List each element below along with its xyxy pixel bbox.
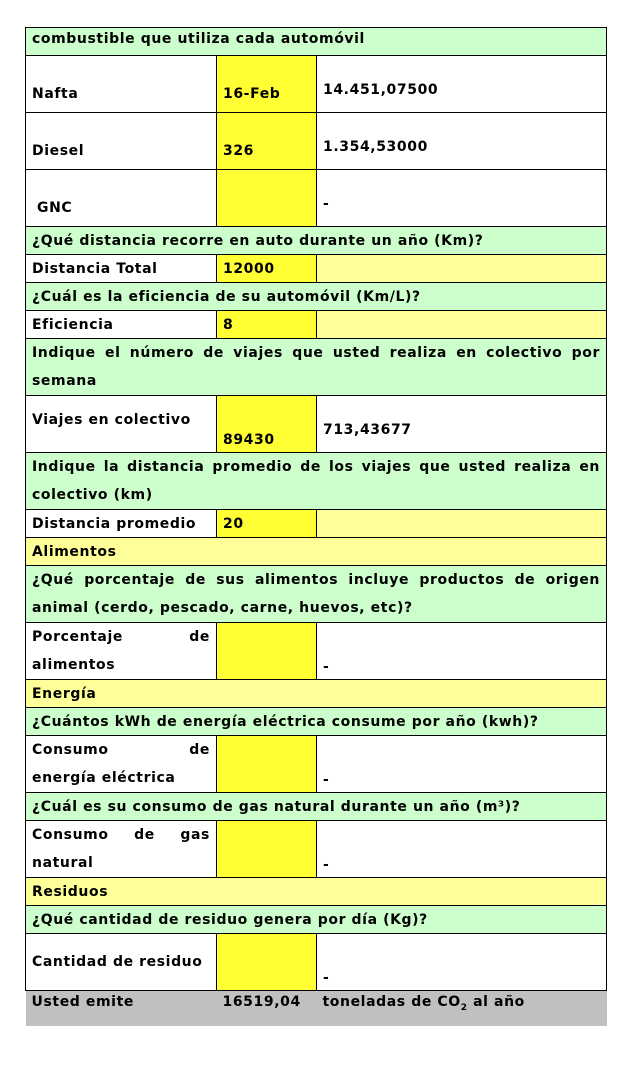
bus-trips-question-line2: semana — [32, 373, 97, 389]
energy-label-line2: energía eléctrica — [32, 770, 176, 786]
bus-trips-result: 713,43677 — [317, 396, 607, 453]
bus-distance-question — [26, 453, 607, 510]
vehicles-header-row — [26, 28, 607, 56]
diesel-label: Diesel — [26, 113, 217, 170]
gas-result: - — [317, 821, 607, 878]
waste-section-title: Residuos — [26, 878, 607, 906]
vehicle-row-diesel — [26, 113, 607, 170]
energy-row — [26, 736, 607, 793]
distance-question: ¿Qué distancia recorre en auto durante un año (Km)? — [26, 227, 607, 255]
energy-question: ¿Cuántos kWh de energía eléctrica consume por año (kwh)? — [26, 708, 607, 736]
diesel-result: 1.354,53000 — [317, 113, 607, 170]
gnc-input[interactable] — [217, 170, 317, 227]
total-unit-suffix: al año — [467, 994, 525, 1010]
bus-distance-question-row — [26, 453, 607, 510]
bus-distance-question-line1: Indique la distancia promedio de los viajes que usted realiza en — [32, 459, 600, 475]
nafta-input[interactable]: 16-Feb — [217, 56, 317, 113]
efficiency-input[interactable]: 8 — [217, 311, 317, 339]
energy-label — [26, 736, 217, 793]
bus-trips-question — [26, 339, 607, 396]
total-unit-sub: 2 — [460, 1002, 468, 1013]
food-section-title: Alimentos — [26, 538, 607, 566]
energy-section-row — [26, 680, 607, 708]
distance-input[interactable]: 12000 — [217, 255, 317, 283]
efficiency-question-row — [26, 283, 607, 311]
carbon-footprint-sheet — [25, 27, 607, 1026]
bus-distance-row — [26, 510, 607, 538]
waste-input[interactable] — [217, 934, 317, 991]
food-row — [26, 623, 607, 680]
gas-question-row — [26, 793, 607, 821]
bus-trips-label: Viajes en colectivo — [26, 396, 217, 453]
total-value: 16519,04 — [217, 991, 317, 1026]
waste-question: ¿Qué cantidad de residuo genera por día (Kg)? — [26, 906, 607, 934]
food-label-line2: alimentos — [32, 657, 116, 673]
gas-label-line1: Consumo de gas — [32, 827, 210, 843]
gas-label — [26, 821, 217, 878]
total-label: Usted emite — [26, 991, 217, 1026]
food-question-row — [26, 566, 607, 623]
bus-trips-input[interactable]: 89430 — [217, 396, 317, 453]
energy-input[interactable] — [217, 736, 317, 793]
energy-label-line1: Consumo de — [32, 742, 210, 758]
food-question-line2: animal (cerdo, pescado, carne, huevos, etc)? — [32, 600, 413, 616]
energy-question-row — [26, 708, 607, 736]
bus-trips-question-row — [26, 339, 607, 396]
distance-question-row — [26, 227, 607, 255]
diesel-input[interactable]: 326 — [217, 113, 317, 170]
energy-result: - — [317, 736, 607, 793]
gas-question: ¿Cuál es su consumo de gas natural durante un año (m³)? — [26, 793, 607, 821]
bus-distance-result — [317, 510, 607, 538]
gas-label-line2: natural — [32, 855, 94, 871]
efficiency-row — [26, 311, 607, 339]
waste-result: - — [317, 934, 607, 991]
food-question-line1: ¿Qué porcentaje de sus alimentos incluye productos de origen — [32, 572, 600, 588]
vehicles-header: combustible que utiliza cada automóvil — [26, 28, 607, 56]
nafta-label: Nafta — [26, 56, 217, 113]
bus-distance-input[interactable]: 20 — [217, 510, 317, 538]
waste-row — [26, 934, 607, 991]
distance-row — [26, 255, 607, 283]
bus-distance-question-line2: colectivo (km) — [32, 487, 153, 503]
bus-trips-question-line1: Indique el número de viajes que usted realiza en colectivo por — [32, 345, 600, 361]
nafta-result: 14.451,07500 — [317, 56, 607, 113]
food-question — [26, 566, 607, 623]
food-label — [26, 623, 217, 680]
gas-row — [26, 821, 607, 878]
distance-label: Distancia Total — [26, 255, 217, 283]
waste-label: Cantidad de residuo — [26, 934, 217, 991]
food-label-line1: Porcentaje de — [32, 629, 210, 645]
vehicle-row-nafta — [26, 56, 607, 113]
vehicle-row-gnc — [26, 170, 607, 227]
waste-question-row — [26, 906, 607, 934]
efficiency-label: Eficiencia — [26, 311, 217, 339]
total-row — [26, 991, 607, 1026]
food-section-row — [26, 538, 607, 566]
food-result: - — [317, 623, 607, 680]
gnc-label: GNC — [26, 170, 217, 227]
energy-section-title: Energía — [26, 680, 607, 708]
waste-section-row — [26, 878, 607, 906]
total-unit — [317, 991, 607, 1026]
bus-trips-row — [26, 396, 607, 453]
efficiency-question: ¿Cuál es la eficiencia de su automóvil (Km/L)? — [26, 283, 607, 311]
bus-distance-label: Distancia promedio — [26, 510, 217, 538]
total-unit-prefix: toneladas de CO — [322, 994, 461, 1010]
food-input[interactable] — [217, 623, 317, 680]
gnc-result: - — [317, 170, 607, 227]
distance-result — [317, 255, 607, 283]
efficiency-result — [317, 311, 607, 339]
gas-input[interactable] — [217, 821, 317, 878]
